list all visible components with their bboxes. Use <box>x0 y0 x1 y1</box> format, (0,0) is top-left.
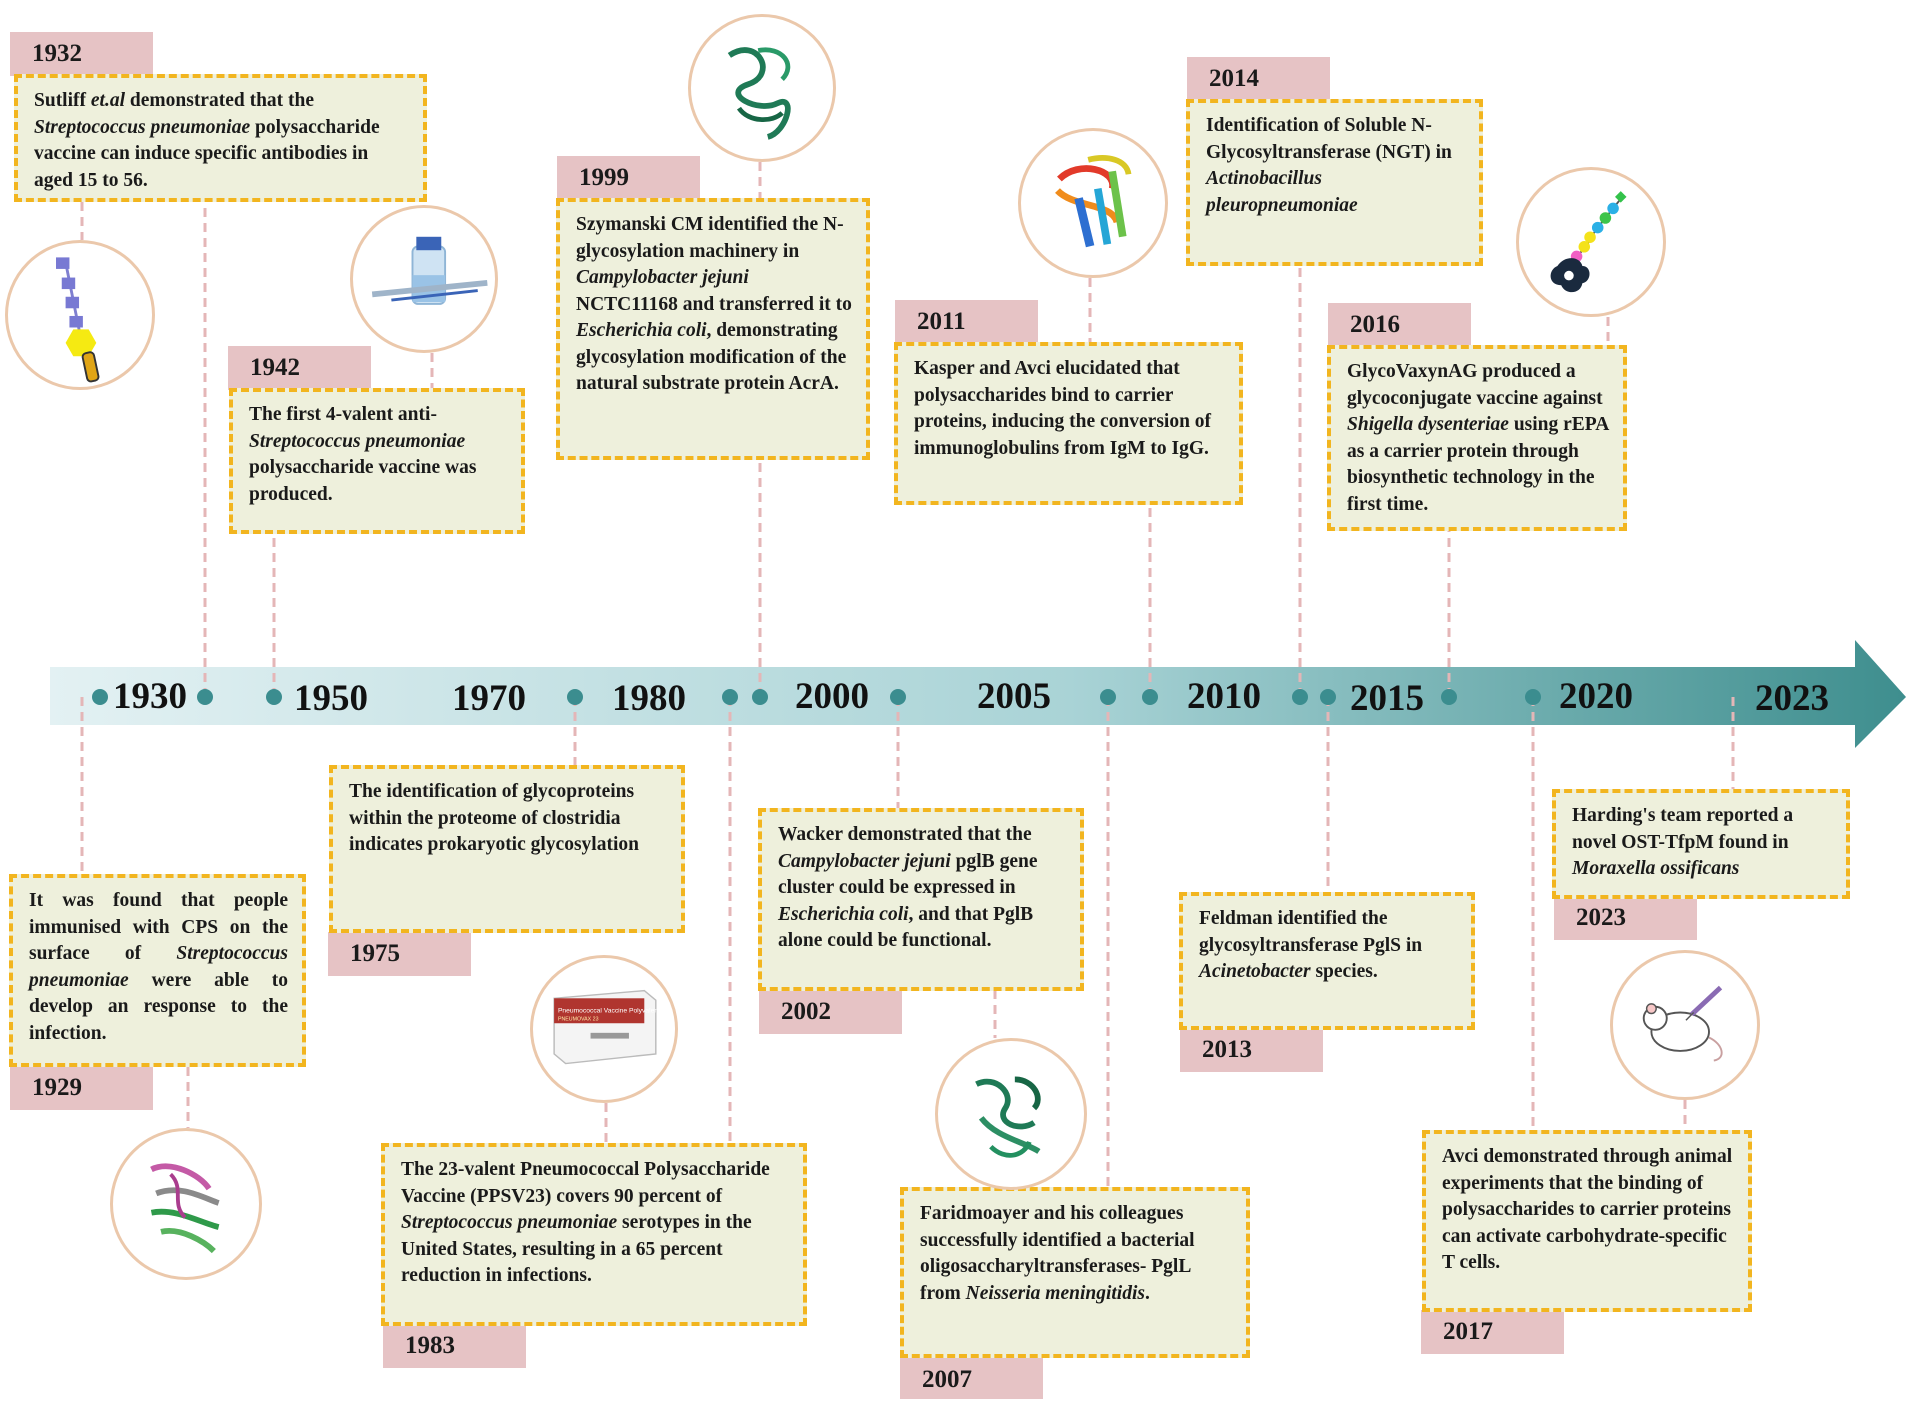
event-text-segment: Actinobacillus pleuropneumoniae <box>1206 168 1358 216</box>
protein-structure-illustration-1929 <box>110 1128 262 1280</box>
year-tag-1983: 1983 <box>383 1324 526 1368</box>
event-text-segment: Shigella dysenteriae <box>1347 414 1509 435</box>
event-text-segment: Sutliff <box>34 90 91 111</box>
event-text-segment: Szymanski CM identified the N-glycosylation machinery in <box>576 214 844 262</box>
timeline-dot <box>1100 689 1116 705</box>
event-text-segment: Neisseria meningitidis <box>965 1282 1145 1304</box>
event-box-2023 <box>1552 789 1850 899</box>
event-text-segment: species. <box>1310 961 1378 982</box>
axis-label-1930: 1930 <box>113 676 187 717</box>
year-tag-1975: 1975 <box>328 932 471 976</box>
year-tag-1932: 1932 <box>10 32 153 76</box>
event-text-segment: were able to develop an response to the infection. <box>29 969 288 1044</box>
event-text-segment: NCTC11168 and transferred it to <box>576 293 852 315</box>
axis-label-2023: 2023 <box>1755 678 1829 719</box>
axis-label-2015: 2015 <box>1350 678 1424 719</box>
axis-label-1970: 1970 <box>452 678 526 719</box>
glycan-structure-illustration <box>1516 167 1666 317</box>
event-text-segment: . <box>1144 1282 1150 1304</box>
event-box-2014 <box>1186 99 1483 266</box>
event-text-segment: Streptococcus pneumoniae <box>29 943 288 991</box>
event-text-segment: demonstrated that the <box>125 90 315 111</box>
event-text-segment: Kasper and Avci elucidated that polysaccharides bind to carrier proteins, inducing the conversion of immunoglobulins from IgM to IgG. <box>914 358 1212 459</box>
axis-label-2005: 2005 <box>977 676 1051 717</box>
year-tag-2023: 2023 <box>1554 896 1697 940</box>
year-tag-1942: 1942 <box>228 346 371 390</box>
event-text-segment: The first 4-valent anti- <box>249 404 437 425</box>
event-text-segment: Avci demonstrated through animal experiments that the binding of polysaccharides to carrier proteins can activate carbohydrate-specific T cells. <box>1442 1146 1733 1273</box>
event-text-segment: et.al <box>90 90 126 111</box>
event-text-segment: Harding's team reported a novel OST-TfpM found in <box>1572 805 1794 853</box>
timeline-dot <box>92 689 108 705</box>
event-text-segment: Streptococcus pneumoniae <box>34 116 251 138</box>
axis-label-2000: 2000 <box>795 676 869 717</box>
event-text-segment: Streptococcus pneumoniae <box>401 1212 618 1233</box>
axis-label-2020: 2020 <box>1559 676 1633 717</box>
event-box-2011 <box>894 342 1243 505</box>
event-text-segment: Identification of Soluble N-Glycosyltransferase (NGT) in <box>1206 115 1452 163</box>
timeline-dot <box>197 689 213 705</box>
event-box-1942 <box>229 388 525 534</box>
event-box-2017 <box>1422 1130 1752 1312</box>
year-tag-2011: 2011 <box>895 300 1038 344</box>
axis-label-1980: 1980 <box>612 678 686 719</box>
year-tag-1929: 1929 <box>10 1066 153 1110</box>
protein-structure-illustration-1999 <box>688 14 836 162</box>
vaccine-box-illustration <box>530 955 678 1103</box>
year-tag-2014: 2014 <box>1187 57 1330 101</box>
year-tag-2017: 2017 <box>1421 1310 1564 1354</box>
event-text-segment: serotypes in the United States, resulting in a 65 percent reduction in infections. <box>401 1212 752 1286</box>
event-box-2002 <box>758 808 1084 991</box>
event-text-segment: Campylobacter jejuni <box>576 267 749 288</box>
axis-label-1950: 1950 <box>294 678 368 719</box>
timeline-dot <box>1525 689 1541 705</box>
event-text-segment: , and that PglB alone could be functional. <box>778 903 1034 951</box>
year-tag-2007: 2007 <box>900 1358 1043 1399</box>
timeline-dot <box>752 689 768 705</box>
event-box-2013 <box>1179 892 1475 1030</box>
event-text-segment: polysaccharide vaccine can induce specific antibodies in aged 15 to 56. <box>34 116 380 191</box>
event-text-segment: Escherichia coli <box>576 320 707 341</box>
year-tag-2016: 2016 <box>1328 303 1471 347</box>
timeline-dot <box>1441 689 1457 705</box>
protein-structure-illustration-2011 <box>1018 128 1168 278</box>
timeline-dot <box>1142 689 1158 705</box>
event-box-2007 <box>900 1187 1250 1358</box>
event-text-segment: Moraxella ossificans <box>1572 858 1740 879</box>
year-tag-2002: 2002 <box>759 990 902 1034</box>
event-text-segment: Campylobacter jejuni <box>778 850 951 872</box>
event-box-2016 <box>1327 345 1627 531</box>
timeline-dot <box>567 689 583 705</box>
event-text-segment: Streptococcus pneumoniae <box>249 430 466 452</box>
protein-structure-illustration-2002 <box>935 1038 1087 1190</box>
event-text-segment: It was found that people immunised with CPS on the surface of <box>29 890 288 964</box>
vaccine-box-label: Pneumococcal Vaccine Polyvalent <box>557 1007 660 1015</box>
event-text-segment: GlycoVaxynAG produced a glycoconjugate vaccine against <box>1347 361 1603 409</box>
event-text-segment: The 23-valent Pneumococcal Polysaccharide Vaccine (PPSV23) covers 90 percent of <box>401 1159 770 1207</box>
timeline-dot <box>722 689 738 705</box>
event-box-1929 <box>9 874 306 1067</box>
vaccine-box-sublabel: PNEUMOVAX 23 <box>557 1016 599 1023</box>
year-tag-1999: 1999 <box>557 156 700 200</box>
timeline-dot <box>1320 689 1336 705</box>
axis-label-2010: 2010 <box>1187 676 1261 717</box>
timeline-dot <box>266 689 282 705</box>
event-text-segment: pglB gene cluster could be expressed in <box>778 850 1038 898</box>
timeline-dot <box>890 689 906 705</box>
event-text-segment: The identification of glycoproteins within the proteome of clostridia indicates prokaryotic glycosylation <box>349 781 639 855</box>
event-text-segment: Wacker demonstrated that the <box>778 824 1032 845</box>
event-box-1975 <box>329 765 685 933</box>
year-tag-2013: 2013 <box>1180 1028 1323 1072</box>
event-box-1999 <box>556 198 870 460</box>
event-text-segment: polysaccharide vaccine was produced. <box>249 457 477 505</box>
event-text-segment: Faridmoayer and his colleagues successfully identified a bacterial oligosaccharyltransferases- PglL from <box>920 1203 1195 1304</box>
event-box-1932 <box>14 74 427 202</box>
event-text-segment: Feldman identified the glycosyltransferase PglS in <box>1199 908 1423 956</box>
vaccine-syringe-illustration <box>350 205 498 353</box>
event-text-segment: Acinetobacter <box>1199 961 1311 982</box>
event-text-segment: , demonstrating glycosylation modification of the natural substrate protein AcrA. <box>576 320 847 394</box>
timeline-dot <box>1292 689 1308 705</box>
polysaccharide-chain-illustration <box>5 240 155 390</box>
mouse-injection-illustration <box>1610 950 1760 1100</box>
event-text-segment: Escherichia coli <box>778 903 909 925</box>
event-box-1983 <box>381 1143 807 1326</box>
event-text-segment: using rEPA as a carrier protein through biosynthetic technology in the first time. <box>1347 414 1609 515</box>
